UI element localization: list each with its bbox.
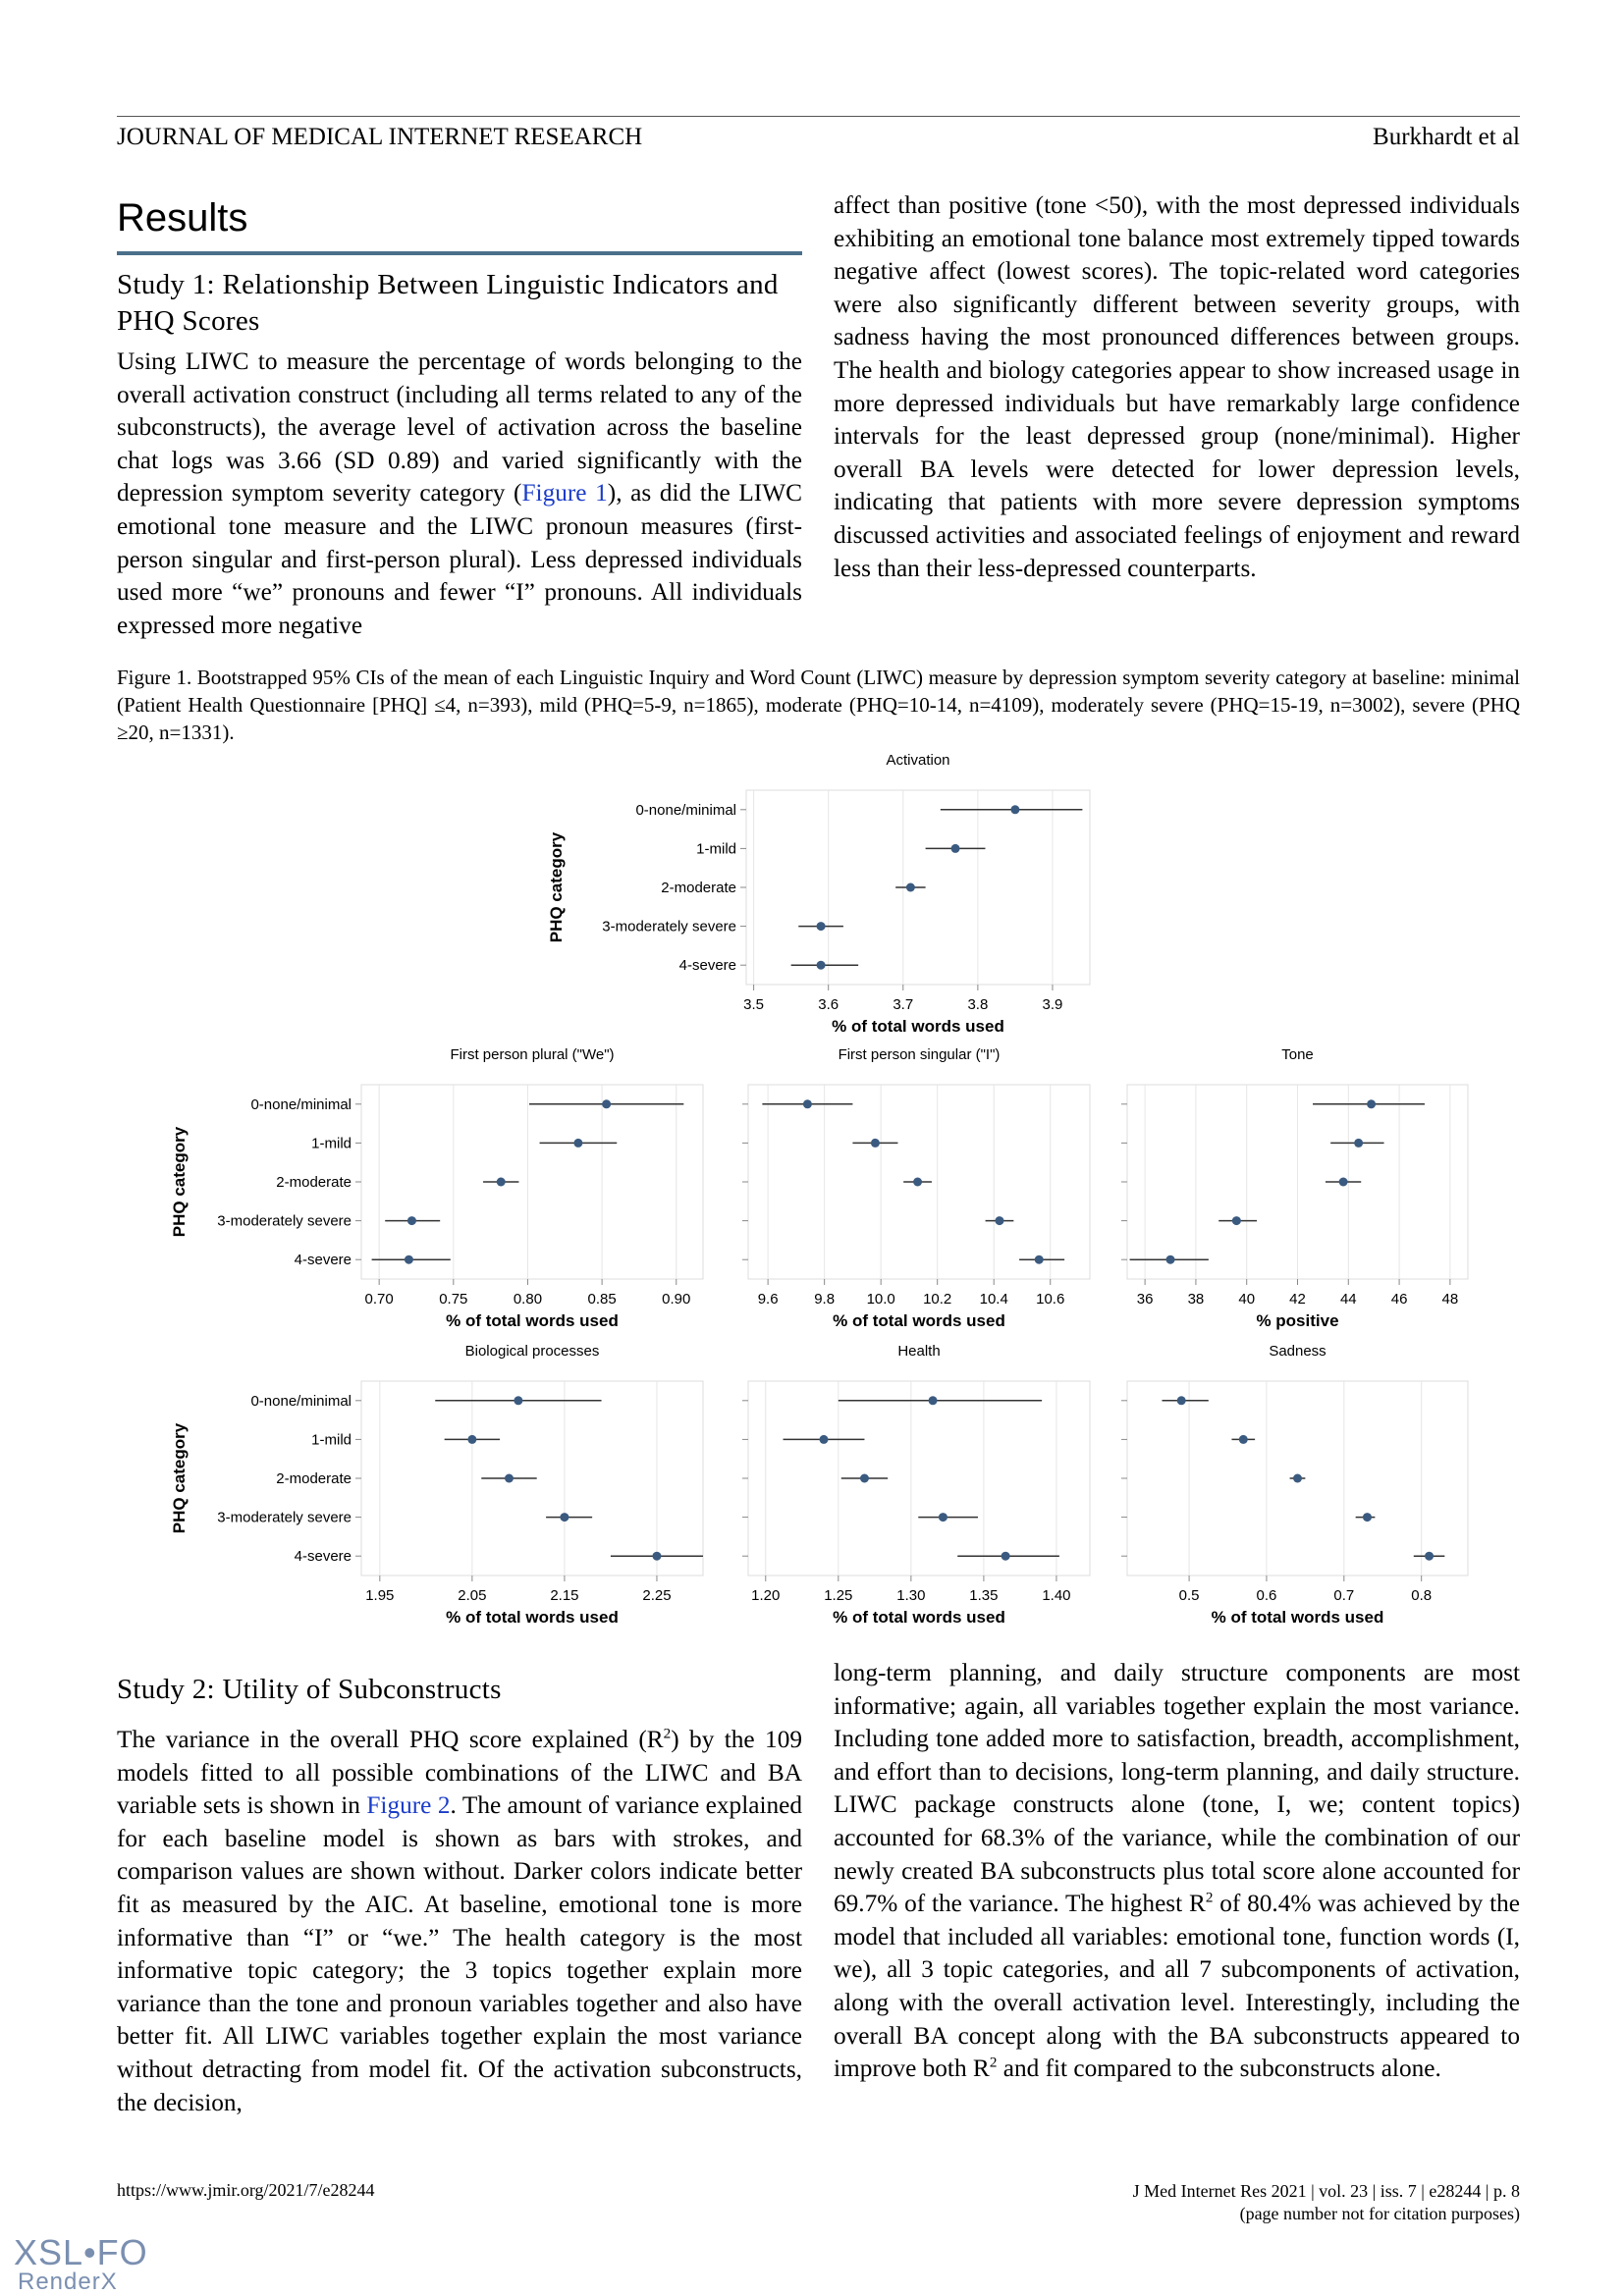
mean-point [1363, 1513, 1372, 1522]
x-tick-label: 36 [1136, 1291, 1154, 1308]
x-tick-label: 0.90 [662, 1291, 691, 1308]
mean-point [1010, 805, 1019, 814]
category-label: 2-moderate [276, 1470, 352, 1487]
mean-point [871, 1139, 880, 1148]
mean-point [817, 922, 826, 931]
category-label: 1-mild [696, 840, 736, 858]
x-axis-label: % of total words used [446, 1311, 619, 1330]
x-tick-label: 3.6 [818, 996, 839, 1013]
x-tick-label: 44 [1339, 1291, 1357, 1308]
mean-point [1166, 1255, 1175, 1264]
chart-title: First person singular ("I") [838, 1046, 1001, 1063]
x-tick-label: 1.35 [969, 1587, 999, 1604]
xslfo-logo: XSL•FO [14, 2232, 148, 2272]
study1-paragraph [117, 346, 802, 642]
x-tick-label: 9.6 [757, 1291, 779, 1308]
mean-point [405, 1255, 413, 1264]
x-tick-label: 38 [1187, 1291, 1205, 1308]
x-tick-label: 10.0 [866, 1291, 895, 1308]
figure-caption: Figure 1. Bootstrapped 95% CIs of the mean of each Linguistic Inquiry and Word Count (LIWC) measure by depression symptom severity category at baseline: minimal (Patient Health Questionnaire [PHQ] ≤4, n=393), mild (PHQ=5-9, n=1865), moderate (PHQ=10-14, n=4109), moderately severe (PHQ=15-19, n=3002), severe (PHQ ≥20, n=1331). [117, 666, 1520, 744]
x-tick-label: 1.30 [896, 1587, 926, 1604]
running-authors: Burkhardt et al [1373, 124, 1520, 150]
x-axis-label: % of total words used [832, 1017, 1004, 1036]
study1-text-b: ), as did the LIWC emotional tone measure and the LIWC pronoun measures (first-person singular and first-person plural). Less depressed individuals used more “we” pronouns and fewer “I” pronouns. All individuals expressed more negative [117, 479, 802, 639]
mean-point [913, 1178, 922, 1187]
x-tick-label: 0.6 [1256, 1587, 1277, 1604]
mean-point [1293, 1474, 1302, 1483]
x-tick-label: 0.8 [1411, 1587, 1433, 1604]
chart-panel [742, 1343, 1090, 1627]
mean-point [497, 1178, 506, 1187]
x-tick-label: 10.2 [923, 1291, 952, 1308]
x-axis-label: % of total words used [833, 1608, 1005, 1627]
x-tick-label: 2.05 [458, 1587, 487, 1604]
study1-paragraph-continued: affect than positive (tone <50), with the most depressed individuals exhibiting an emotional tone balance most extremely tipped towards negative affect (lowest scores). The topic-related word categories were also significantly different between severity groups, with sadness having the most pronounced differences between groups. The health and biology categories appear to show increased usage in more depressed individuals but have remarkably large confidence intervals for the least depressed group (none/minimal). Higher overall BA levels were detected for lower depression levels, indicating that patients with more severe depression symptoms discussed activities and associated feelings of enjoyment and reward less than their less-depressed counterparts. [834, 191, 1520, 582]
x-axis-label: % of total words used [1211, 1608, 1384, 1627]
mean-point [906, 883, 915, 892]
mean-point [995, 1216, 1003, 1225]
study2-text-a: The variance in the overall PHQ score explained (R [117, 1726, 664, 1753]
y-axis-label: PHQ category [547, 831, 566, 943]
mean-point [1001, 1552, 1010, 1561]
mean-point [652, 1552, 661, 1561]
category-label: 4-severe [294, 1252, 352, 1269]
x-tick-label: 0.80 [513, 1291, 543, 1308]
study2-right-a: long-term planning, and daily structure components are most informative; again, all variables together explain the most variance. Including tone added more to satisfaction, breadth, accomplishment, and effort than to decisions, long-term planning, and daily structure. LIWC package constructs alone (tone, I, we; content topics) accounted for 68.3% of the variance, while the combination of our newly created BA subconstructs plus total score alone accounted for 69.7% of the variance. The highest R [834, 1659, 1520, 1918]
superscript: 2 [989, 2054, 998, 2071]
section-rule [117, 251, 802, 255]
mean-point [1425, 1552, 1434, 1561]
mean-point [407, 1216, 416, 1225]
category-label: 1-mild [311, 1431, 352, 1449]
x-tick-label: 3.9 [1042, 996, 1063, 1013]
x-tick-label: 2.25 [642, 1587, 672, 1604]
mean-point [939, 1513, 947, 1522]
x-tick-label: 0.7 [1333, 1587, 1355, 1604]
study2-paragraph [117, 1724, 802, 2119]
category-label: 2-moderate [276, 1174, 352, 1191]
x-axis-label: % of total words used [833, 1311, 1005, 1330]
chart-panel [547, 752, 1090, 1036]
superscript: 2 [1205, 1889, 1214, 1906]
journal-name: JOURNAL OF MEDICAL INTERNET RESEARCH [117, 124, 643, 150]
x-tick-label: 1.95 [365, 1587, 395, 1604]
footer-citation [1133, 2180, 1520, 2225]
chart-title: Sadness [1269, 1343, 1326, 1360]
chart-panel [1121, 1343, 1468, 1627]
chart-title: First person plural ("We") [450, 1046, 615, 1063]
study2-paragraph-continued [834, 1657, 1520, 2086]
mean-point [1367, 1099, 1376, 1108]
mean-point [467, 1435, 476, 1444]
superscript: 2 [663, 1725, 672, 1742]
mean-point [1354, 1139, 1363, 1148]
citation-note: (page number not for citation purposes) [1239, 2204, 1520, 2223]
renderx-logo: RenderX [18, 2269, 118, 2295]
category-label: 3-moderately severe [217, 1509, 352, 1526]
mean-point [1177, 1396, 1186, 1405]
x-axis-label: % positive [1256, 1311, 1339, 1330]
mean-point [951, 844, 960, 853]
x-tick-label: 10.4 [979, 1291, 1008, 1308]
plot-frame [361, 1085, 703, 1279]
category-label: 2-moderate [661, 880, 736, 896]
x-tick-label: 3.8 [967, 996, 989, 1013]
chart-panel [1121, 1046, 1468, 1330]
study2-text-b: ) by the 109 models fitted to all possible combinations of the LIWC and BA variable sets is shown in [117, 1726, 802, 1820]
study1-text-a: Using LIWC to measure the percentage of words belonging to the overall activation construct (including all terms related to any of the subconstructs), the average level of activation across the baseline chat logs was 3.66 (SD 0.89) and varied significantly with the depression symptom severity category ( [117, 347, 802, 507]
chart-panel [170, 1343, 703, 1627]
x-tick-label: 3.7 [893, 996, 914, 1013]
section-title: Results [117, 196, 248, 240]
category-label: 1-mild [311, 1135, 352, 1152]
chart-panel [742, 1046, 1090, 1330]
category-label: 0-none/minimal [635, 801, 736, 819]
footer-url[interactable]: https://www.jmir.org/2021/7/e28244 [117, 2180, 375, 2200]
mean-point [803, 1099, 812, 1108]
study2-right-c: and fit compared to the subconstructs alone. [997, 2055, 1441, 2083]
category-label: 0-none/minimal [250, 1392, 352, 1410]
mean-point [560, 1513, 568, 1522]
category-label: 3-moderately severe [217, 1212, 352, 1230]
x-tick-label: 48 [1441, 1291, 1459, 1308]
chart-title: Activation [886, 752, 950, 769]
x-tick-label: 0.75 [439, 1291, 468, 1308]
x-tick-label: 2.15 [550, 1587, 579, 1604]
category-label: 4-severe [678, 957, 736, 975]
mean-point [573, 1139, 582, 1148]
chart-title: Biological processes [464, 1343, 600, 1360]
plot-frame [748, 1381, 1090, 1575]
x-tick-label: 3.5 [743, 996, 765, 1013]
mean-point [505, 1474, 514, 1483]
mean-point [820, 1435, 829, 1444]
category-label: 3-moderately severe [602, 918, 736, 935]
mean-point [602, 1099, 611, 1108]
study1-title: Study 1: Relationship Between Linguistic Indicators and PHQ Scores [117, 269, 779, 337]
x-tick-label: 42 [1289, 1291, 1306, 1308]
figure1-link[interactable]: Figure 1 [521, 479, 608, 507]
mean-point [1239, 1435, 1248, 1444]
header-rule [117, 116, 1520, 117]
x-tick-label: 1.40 [1042, 1587, 1071, 1604]
x-tick-label: 1.25 [824, 1587, 853, 1604]
y-axis-label: PHQ category [170, 1126, 189, 1238]
x-tick-label: 1.20 [751, 1587, 781, 1604]
category-label: 4-severe [294, 1548, 352, 1566]
x-tick-label: 0.5 [1178, 1587, 1200, 1604]
x-tick-label: 0.85 [587, 1291, 617, 1308]
x-tick-label: 46 [1390, 1291, 1408, 1308]
figure2-link[interactable]: Figure 2 [366, 1791, 451, 1820]
mean-point [1035, 1255, 1044, 1264]
chart-title: Tone [1281, 1046, 1314, 1063]
chart-title: Health [897, 1343, 941, 1360]
x-tick-label: 40 [1238, 1291, 1256, 1308]
mean-point [1339, 1178, 1348, 1187]
mean-point [514, 1396, 522, 1405]
y-axis-label: PHQ category [170, 1422, 189, 1534]
category-label: 0-none/minimal [250, 1095, 352, 1113]
study2-right-b: of 80.4% was achieved by the model that included all variables: emotional tone, function words (I, we), all 3 topic categories, and all 7 subcomponents of activation, along with the overall activation level. Interestingly, including the overall BA concept along with the BA subconstructs appeared to improve both R [834, 1890, 1520, 2083]
x-axis-label: % of total words used [446, 1608, 619, 1627]
chart-panel [170, 1046, 703, 1330]
citation-line: J Med Internet Res 2021 | vol. 23 | iss. 7 | e28244 | p. 8 [1132, 2181, 1520, 2201]
study2-text-c: . The amount of variance explained for each baseline model is shown as bars with strokes, and comparison values are shown without. Darker colors indicate better fit as measured by the AIC. At baseline, emotional tone is more informative than “I” or “we.” The health category is the most informative topic category; the 3 topics together explain more variance than the tone and pronoun variables together and also have better fit. All LIWC variables together explain the most variance without detracting from model fit. Of the activation subconstructs, the decision, [117, 1791, 803, 2116]
x-tick-label: 10.6 [1036, 1291, 1065, 1308]
figure-1 [0, 746, 1624, 1629]
mean-point [817, 961, 826, 970]
mean-point [1232, 1216, 1241, 1225]
mean-point [929, 1396, 938, 1405]
study2-title: Study 2: Utility of Subconstructs [117, 1674, 502, 1705]
x-tick-label: 9.8 [814, 1291, 836, 1308]
mean-point [860, 1474, 869, 1483]
x-tick-label: 0.70 [364, 1291, 394, 1308]
